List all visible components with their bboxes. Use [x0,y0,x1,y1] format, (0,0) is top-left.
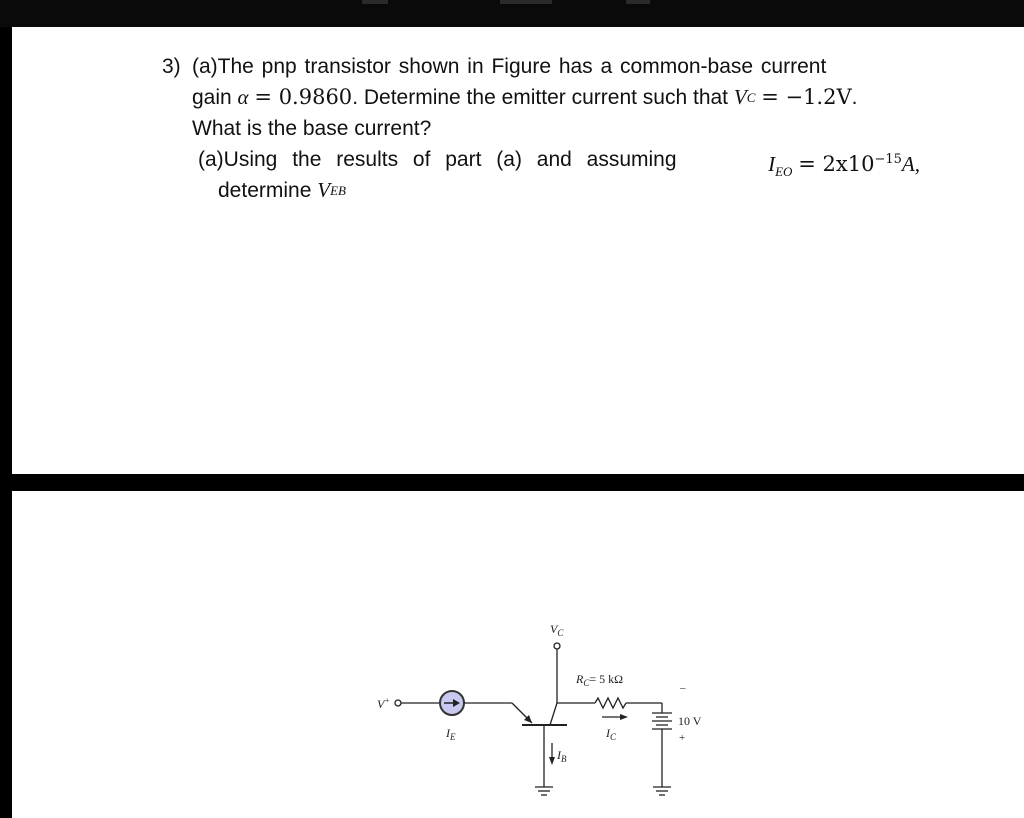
question-line-5 [162,175,920,206]
ic-label: $I_C$ [606,726,617,742]
question-text [162,51,920,206]
vc-label: $V_C$ [550,622,564,638]
battery-minus-label: – [680,682,686,694]
document-page-question [12,27,1024,474]
ieo-value: = 2x10 [798,152,875,176]
vc-symbol: V [733,85,747,109]
part-a-lead: (a)The pnp transistor shown in Figure has a common-base current [192,55,827,78]
part-b-lead: (a)Using the results of part (a) and assuming [198,148,677,171]
battery-plus-label: + [679,732,686,744]
ib-label: $I_B$ [557,748,567,764]
ieo-symbol: I [768,152,776,176]
rc-label: $R_C= 5$ kΩ [576,672,624,688]
text-gain: gain [192,86,232,109]
document-page-figure [12,491,1024,818]
question-line-2 [162,82,920,113]
question-number: 3) [162,55,181,78]
vc-subscript: C [746,90,756,105]
text-determine: determine [218,179,312,202]
collector-lead [550,703,557,725]
ic-arrowhead-icon [620,714,628,720]
ie-label: $I_E$ [446,726,456,742]
viewer-top-bar [0,0,1024,27]
question-line-4 [162,144,920,180]
ieo-exponent: −15 [874,152,902,167]
question-line-3 [162,113,920,144]
alpha-symbol: α [237,85,249,109]
resistor-rc [595,698,626,708]
question-line-1 [162,51,920,82]
vc-terminal [554,643,560,649]
period: . [851,86,858,109]
text-determine-emitter: . Determine the emitter current such that [352,86,729,109]
toolbar-hint [626,0,650,4]
ib-arrowhead-icon [549,757,555,765]
vplus-label: V+ [377,696,390,711]
ieo-unit: A, [901,152,920,176]
vc-value: = −1.2V [761,85,852,109]
pnp-circuit-figure [12,491,1024,818]
toolbar-hint [500,0,552,4]
toolbar-hint [362,0,388,4]
vplus-terminal [395,700,401,706]
veb-subscript: EB [330,183,346,198]
ieo-subscript: EO [775,164,793,180]
battery-value-label: 10 V [678,714,702,728]
veb-symbol: V [317,178,331,202]
alpha-value: = 0.9860 [254,85,353,109]
text-base-current: What is the base current? [192,117,432,140]
